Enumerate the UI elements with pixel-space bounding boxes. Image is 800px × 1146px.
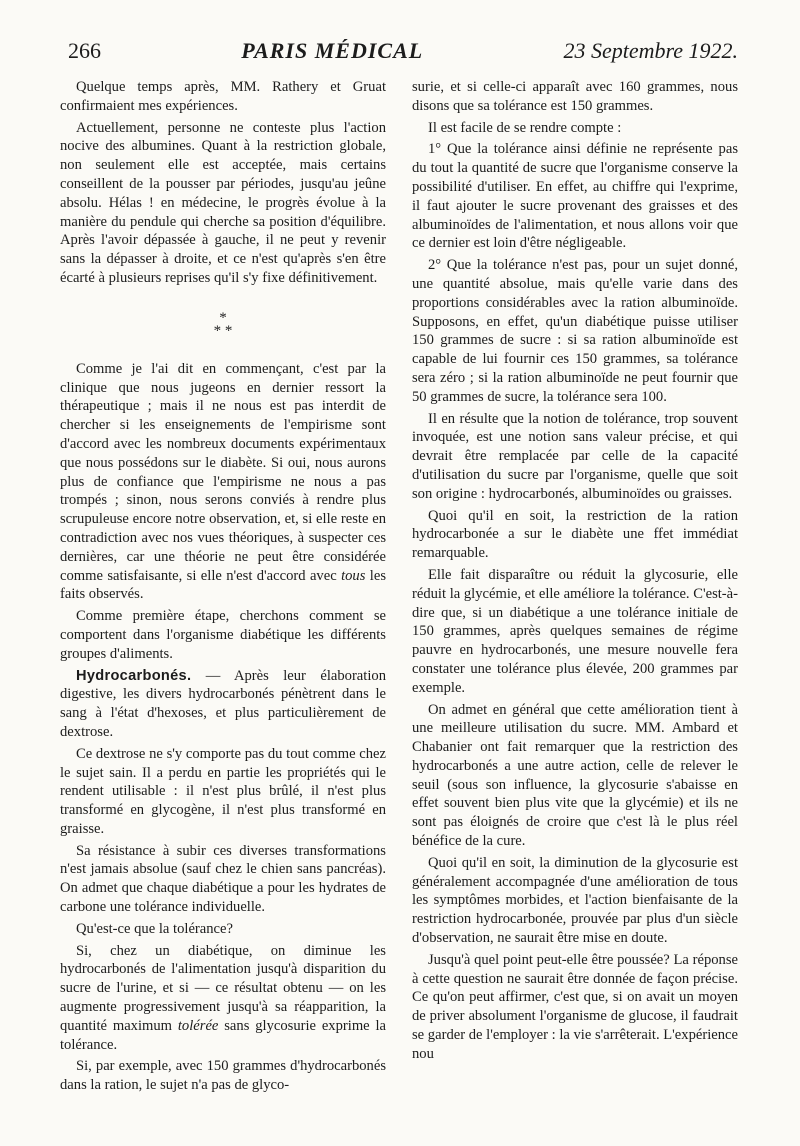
paragraph: On admet en général que cette amélioration tient à une meilleure utilisation du sucre. MM. Ambard et Chabanier ont fait remarquer que la restriction des hydrocarbonés a une autre action, celle de relever le seuil (sous son influence, la glycosurie s'abaisse en effet souvent bien plus vite que la glycémie) et ils ne sont pas éloignés de croire que c'est là le plus réel bénéfice de la cure. [412, 701, 738, 850]
emphasis: tolérée [177, 1017, 219, 1034]
paragraph: Si, chez un diabétique, on diminue les hydrocarbonés de l'alimentation jusqu'à disparition du sucre de l'urine, et si — ce résultat obtenu — on les augmente progressivement jusqu'à sa réapparition, la quantité maximum tolérée sans glycosurie exprime la tolérance. [60, 942, 387, 1053]
paragraph: Quelque temps après, MM. Rathery et Gruat confirmaient mes expériences. [60, 79, 386, 114]
page-header [68, 38, 738, 78]
paragraph: Hydrocarbonés. — Après leur élaboration digestive, les divers hydrocarbonés pénètrent dans le sang à l'état d'hexoses, et plus particulièrement de dextrose. [60, 667, 386, 740]
paragraph: Sa résistance à subir ces diverses transformations n'est jamais absolue (sauf chez le chien sans pancréas). On admet que chaque diabétique a pour les hydrates de carbone une tolérance individuelle. [60, 842, 386, 916]
paragraph: Il en résulte que la notion de tolérance, trop souvent invoquée, est une notion sans valeur précise, et qui devrait être remplacée par celle de la capacité d'utilisation du sucre par l'organisme, quelle que soit son origine : hydrocarbonés, albuminoïdes ou graisses. [412, 410, 738, 502]
section-separator [60, 309, 386, 339]
page-number: 266 [68, 38, 101, 63]
issue-date: 23 Septembre 1922. [563, 38, 738, 63]
paragraph: Elle fait disparaître ou réduit la glycosurie, elle réduit la glycémie, et elle améliore la tolérance. C'est-à-dire que, si un diabétique a une tolérance initiale de 150 grammes, après quelques semaines de régime pauvre en hydrocarbonés, une mesure nouvelle fera constater une tolérance plus élevée, 200 grammes par exemple. [412, 566, 738, 696]
paragraph: Comme je l'ai dit en commençant, c'est par la clinique que nous jugeons en dernier ressort la thérapeutique ; mais il ne nous est pas interdit de chercher si les enseignements de l'empirisme sont d'accord avec les nombreux documents expérimentaux que nous possédons sur le diabète. Si oui, nous aurons plus de confiance que l'empirisme ne nous a pas trompés ; sinon, nous serons conviés à rendre plus scrupuleuse encore notre observation, et, si elle reste en contradiction avec nos vues théoriques, à suspecter ces dernières, car une théorie ne peut être considérée comme satisfaisante, si elle n'est d'accord avec tous les faits observés. [60, 360, 387, 603]
journal-title: PARIS MÉDICAL [241, 38, 424, 63]
paragraph: Quoi qu'il en soit, la restriction de la ration hydrocarbonée a sur le diabète une ffet immédiat remarquable. [412, 507, 738, 562]
section-heading: Hydrocarbonés. [76, 667, 192, 684]
paragraph: Ce dextrose ne s'y comporte pas du tout comme chez le sujet sain. Il a perdu en partie les propriétés qui le rendent utilisable : il n'est plus brûlé, il n'est plus transformé en glycogène, il n'est plus transformé en graisse. [60, 745, 386, 837]
paragraph: Si, par exemple, avec 150 grammes d'hydrocarbonés dans la ration, le sujet n'a pas de glyco- [60, 1058, 386, 1094]
right-column [412, 78, 738, 1067]
left-column [60, 78, 386, 1098]
paragraph: Il est facile de se rendre compte : [428, 119, 622, 136]
paragraph: Comme première étape, cherchons comment se comportent dans l'organisme diabétique les différents groupes d'aliments. [60, 608, 386, 662]
paragraph: Actuellement, personne ne conteste plus l'action nocive des albumines. Quant à la restriction globale, non seulement elle est acceptée, mais certains conseillent de la pousser par périodes, jusqu'au jeûne absolu. Hélas ! en médecine, le progrès évolue à la manière du pendule qui cherche sa position d'équilibre. Après l'avoir dépassée à gauche, il ne peut y revenir sans la dépasser à droite, et ce n'est qu'après s'en être écarté à plusieurs reprises qu'il s'y fixe définitivement. [60, 119, 386, 286]
emphasis: tous [341, 567, 366, 584]
separator-bottom: * * [213, 322, 233, 339]
paragraph: Qu'est-ce que la tolérance? [76, 920, 233, 937]
paragraph: 1° Que la tolérance ainsi définie ne représente pas du tout la quantité de sucre que l'organisme conserve la possibilité d'utiliser. En effet, au chiffre qui l'exprime, il faut ajouter le sucre provenant des graisses et des albuminoïdes de l'alimentation, et nous allons voir que ce dernier est loin d'être négligeable. [412, 141, 738, 252]
paragraph: Jusqu'à quel point peut-elle être poussée? La réponse à cette question ne saurait être donnée de façon précise. Ce qu'on peut affirmer, c'est que, si on avait un moyen de priver absolument l'organisme de glucose, il faudrait se garder de l'employer : la vie s'arrêterait. L'expérience nou [412, 951, 738, 1062]
paragraph: 2° Que la tolérance n'est pas, pour un sujet donné, une quantité absolue, mais qu'elle varie dans des proportions considérables avec la ration albuminoïde. Supposons, en effet, qu'un diabétique puisse utiliser 150 grammes de sucre : si sa ration albuminoïde est capable de lui fournir ces 150 grammes, sa tolérance sera zéro ; si la ration albuminoïde ne peut fournir que 50 grammes de sucre, la tolérance sera 100. [412, 257, 738, 405]
separator-top: * [219, 309, 227, 326]
paragraph: surie, et si celle-ci apparaît avec 160 grammes, nous disons que sa tolérance est 150 grammes. [412, 79, 738, 114]
paragraph: Quoi qu'il en soit, la diminution de la glycosurie est généralement accompagnée d'une amélioration de tous les symptômes morbides, et l'action bienfaisante de la restriction hydrocarbonée, prouvée par plus d'un siècle d'observation, ne saurait être mise en doute. [412, 854, 738, 947]
